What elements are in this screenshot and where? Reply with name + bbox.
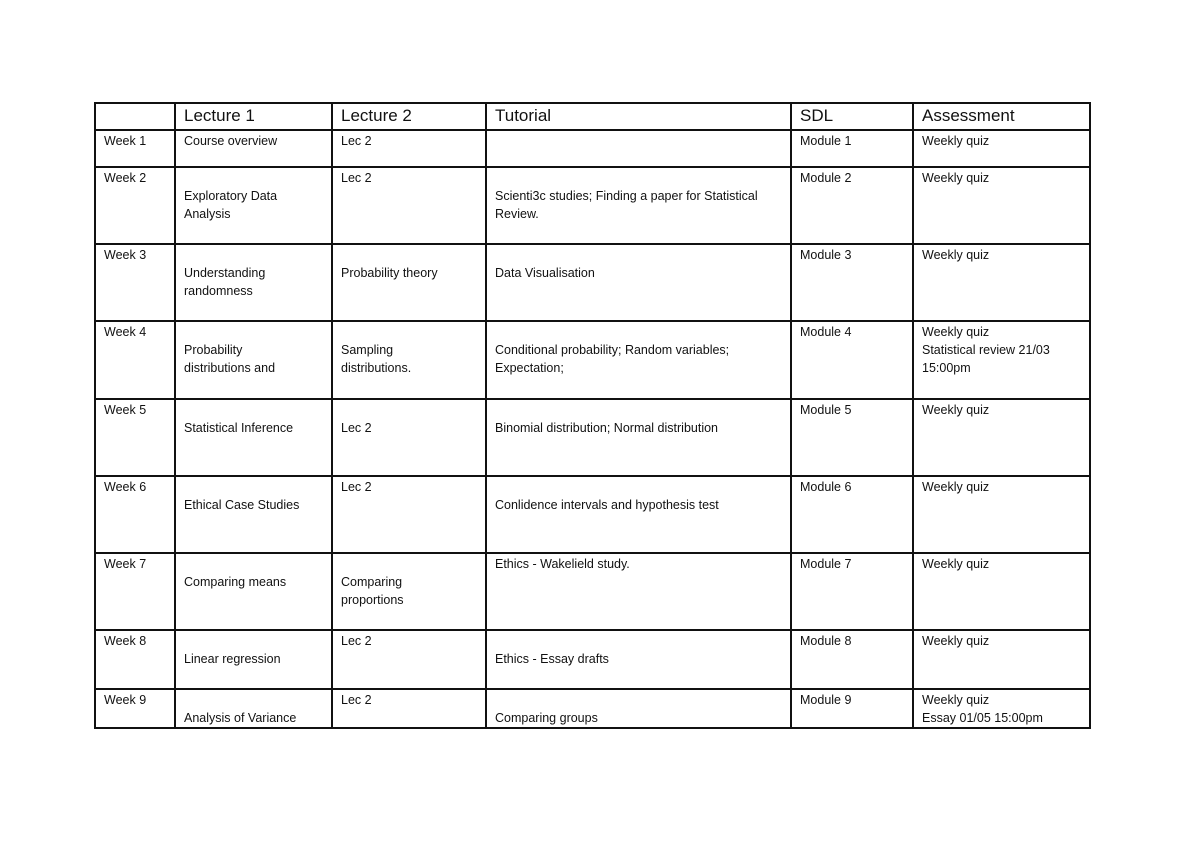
- tutorial-text: [495, 691, 790, 727]
- lecture1-line: Linear regression: [184, 652, 281, 666]
- tutorial-line: Binomial distribution; Normal distribution: [495, 421, 719, 435]
- lecture1-cell: [175, 167, 332, 244]
- sdl-cell: Module 8: [791, 630, 913, 689]
- assessment-line: Weekly quiz: [922, 480, 990, 494]
- table-row: [95, 630, 1090, 689]
- lecture1-line: Exploratory Data: [184, 189, 278, 203]
- lecture2-line: Probability theory: [341, 266, 438, 280]
- tutorial-cell: [486, 553, 791, 630]
- lecture1-line: Analysis of Variance: [184, 711, 297, 725]
- assessment-line: Statistical review 21/03: [922, 343, 1050, 357]
- lecture2-cell: [332, 399, 486, 476]
- lecture2-cell: [332, 553, 486, 630]
- tutorial-line: Ethics - Essay drafts: [495, 652, 609, 666]
- tutorial-text: [495, 246, 790, 282]
- sdl-cell: Module 6: [791, 476, 913, 553]
- tutorial-line: Data Visualisation: [495, 266, 595, 280]
- assessment-cell: [913, 689, 1090, 728]
- header-cell-lecture2: Lecture 2: [332, 103, 486, 130]
- tutorial-text: [495, 555, 790, 573]
- week-cell: Week 5: [95, 399, 175, 476]
- tutorial-cell: [486, 130, 791, 167]
- lecture2-line: Lec 2: [341, 634, 372, 648]
- lecture2-line: Lec 2: [341, 171, 372, 185]
- lecture1-text: [184, 401, 331, 437]
- lecture2-text: [341, 632, 485, 650]
- tutorial-line: Expectation;: [495, 361, 564, 375]
- lecture2-line: Lec 2: [341, 480, 372, 494]
- sdl-cell: Module 4: [791, 321, 913, 399]
- tutorial-cell: [486, 689, 791, 728]
- tutorial-line: Conlidence intervals and hypothesis test: [495, 498, 719, 512]
- sdl-cell: Module 5: [791, 399, 913, 476]
- lecture2-text: [341, 555, 485, 609]
- lecture1-line: Analysis: [184, 207, 231, 221]
- tutorial-cell: [486, 476, 791, 553]
- lecture2-cell: [332, 689, 486, 728]
- lecture2-text: [341, 478, 485, 496]
- lecture1-cell: [175, 689, 332, 728]
- lecture1-text: [184, 478, 331, 514]
- lecture2-cell: [332, 244, 486, 321]
- assessment-line: Weekly quiz: [922, 634, 990, 648]
- tutorial-text: [495, 323, 790, 377]
- lecture2-cell: [332, 630, 486, 689]
- tutorial-line: Comparing groups: [495, 711, 598, 725]
- assessment-cell: [913, 244, 1090, 321]
- lecture2-text: [341, 691, 485, 709]
- lecture1-text: [184, 555, 331, 591]
- lecture1-text: [184, 246, 331, 300]
- lecture1-line: Statistical Inference: [184, 421, 294, 435]
- lecture2-line: Lec 2: [341, 421, 372, 435]
- lecture1-text: [184, 632, 331, 668]
- header-cell-assessment: Assessment: [913, 103, 1090, 130]
- lecture1-text: [184, 323, 331, 377]
- lecture2-cell: [332, 476, 486, 553]
- assessment-cell: [913, 399, 1090, 476]
- assessment-line: 15:00pm: [922, 361, 971, 375]
- table-row: [95, 244, 1090, 321]
- week-cell: Week 1: [95, 130, 175, 167]
- tutorial-line: Review.: [495, 207, 539, 221]
- lecture2-text: [341, 401, 485, 437]
- table-row: [95, 399, 1090, 476]
- assessment-line: Weekly quiz: [922, 134, 990, 148]
- tutorial-line: Scienti3c studies; Finding a paper for Statistical: [495, 189, 758, 203]
- assessment-cell: [913, 476, 1090, 553]
- week-cell: Week 9: [95, 689, 175, 728]
- tutorial-text: [495, 632, 790, 668]
- week-cell: Week 2: [95, 167, 175, 244]
- lecture1-text: [184, 132, 331, 150]
- lecture2-line: distributions.: [341, 361, 412, 375]
- lecture2-line: proportions: [341, 593, 404, 607]
- schedule-body: [95, 130, 1090, 728]
- tutorial-cell: [486, 321, 791, 399]
- assessment-line: Weekly quiz: [922, 403, 990, 417]
- lecture2-line: Sampling: [341, 343, 394, 357]
- tutorial-text: [495, 169, 790, 223]
- sdl-cell: Module 9: [791, 689, 913, 728]
- lecture2-cell: [332, 130, 486, 167]
- tutorial-cell: [486, 399, 791, 476]
- lecture2-cell: [332, 167, 486, 244]
- assessment-cell: [913, 630, 1090, 689]
- week-cell: Week 8: [95, 630, 175, 689]
- lecture2-line: Lec 2: [341, 693, 372, 707]
- header-cell-blank: [95, 103, 175, 130]
- assessment-cell: [913, 321, 1090, 399]
- course-schedule-table: [94, 102, 1091, 729]
- assessment-line: Essay 01/05 15:00pm: [922, 711, 1043, 725]
- assessment-line: Weekly quiz: [922, 248, 990, 262]
- lecture1-text: [184, 169, 331, 223]
- header-cell-lecture1: Lecture 1: [175, 103, 332, 130]
- lecture1-cell: [175, 244, 332, 321]
- tutorial-cell: [486, 244, 791, 321]
- table-row: [95, 167, 1090, 244]
- lecture2-cell: [332, 321, 486, 399]
- lecture1-cell: [175, 399, 332, 476]
- lecture1-cell: [175, 476, 332, 553]
- lecture1-cell: [175, 553, 332, 630]
- lecture2-text: [341, 132, 485, 150]
- header-row: [95, 103, 1090, 130]
- table-row: [95, 476, 1090, 553]
- header-cell-tutorial: Tutorial: [486, 103, 791, 130]
- lecture1-line: Comparing means: [184, 575, 287, 589]
- tutorial-cell: [486, 167, 791, 244]
- tutorial-text: [495, 478, 790, 514]
- lecture1-line: randomness: [184, 284, 253, 298]
- table-row: [95, 689, 1090, 728]
- lecture1-cell: [175, 130, 332, 167]
- lecture1-line: Understanding: [184, 266, 266, 280]
- table-row: [95, 130, 1090, 167]
- week-cell: Week 3: [95, 244, 175, 321]
- week-cell: Week 4: [95, 321, 175, 399]
- header-cell-sdl: SDL: [791, 103, 913, 130]
- lecture1-line: Ethical Case Studies: [184, 498, 300, 512]
- assessment-cell: [913, 167, 1090, 244]
- tutorial-text: [495, 401, 790, 437]
- assessment-cell: [913, 553, 1090, 630]
- lecture2-text: [341, 246, 485, 282]
- assessment-cell: [913, 130, 1090, 167]
- lecture2-line: Lec 2: [341, 134, 372, 148]
- lecture1-cell: [175, 321, 332, 399]
- lecture1-line: Course overview: [184, 134, 278, 148]
- sdl-cell: Module 3: [791, 244, 913, 321]
- lecture1-text: [184, 691, 331, 727]
- assessment-line: Weekly quiz: [922, 557, 990, 571]
- sdl-cell: Module 2: [791, 167, 913, 244]
- sdl-cell: Module 7: [791, 553, 913, 630]
- lecture1-line: distributions and: [184, 361, 276, 375]
- assessment-line: Weekly quiz: [922, 171, 990, 185]
- lecture2-text: [341, 169, 485, 187]
- tutorial-line: Ethics - Wakelield study.: [495, 557, 630, 571]
- assessment-line: Weekly quiz: [922, 325, 990, 339]
- lecture2-text: [341, 323, 485, 377]
- lecture1-cell: [175, 630, 332, 689]
- assessment-line: Weekly quiz: [922, 693, 990, 707]
- week-cell: Week 7: [95, 553, 175, 630]
- tutorial-line: Conditional probability; Random variables;: [495, 343, 730, 357]
- tutorial-cell: [486, 630, 791, 689]
- lecture1-line: Probability: [184, 343, 243, 357]
- sdl-cell: Module 1: [791, 130, 913, 167]
- table-row: [95, 553, 1090, 630]
- lecture2-line: Comparing: [341, 575, 403, 589]
- table-row: [95, 321, 1090, 399]
- week-cell: Week 6: [95, 476, 175, 553]
